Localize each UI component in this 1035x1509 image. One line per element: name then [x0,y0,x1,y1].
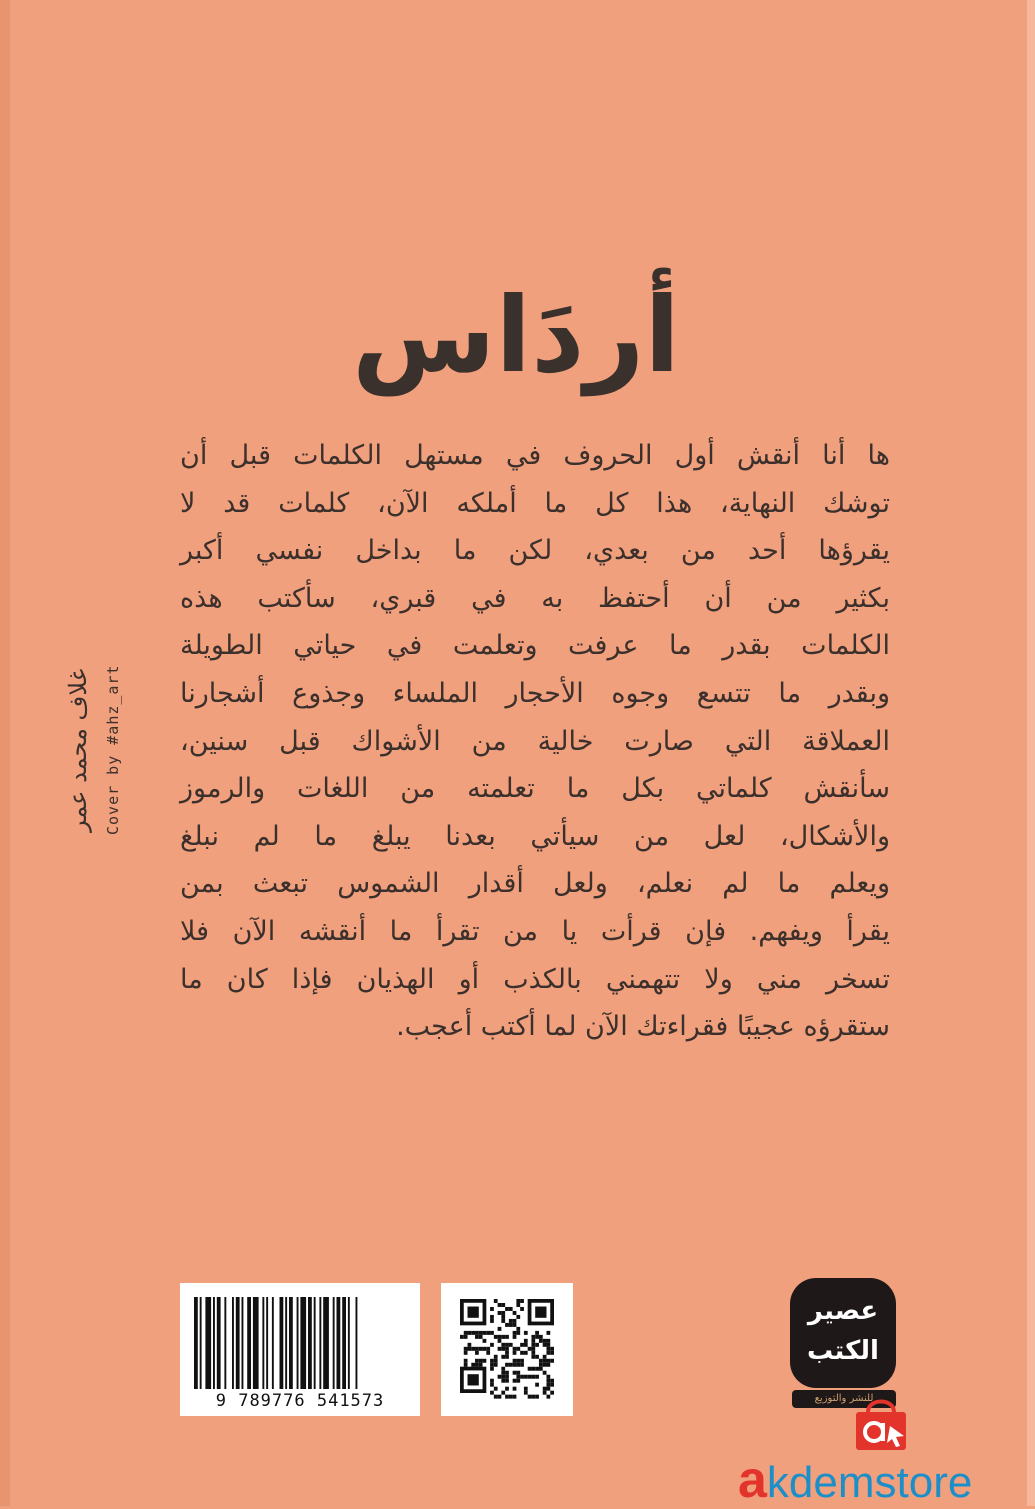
book-title-block [351,270,680,400]
qr-code-icon [460,1299,554,1399]
isbn-barcode [180,1283,420,1416]
store-watermark [738,1451,1035,1509]
publisher-name-line2: الكتب [807,1336,879,1366]
blurb-line: الكلمات بقدر ما عرفت وتعلمت في حياتي الطويلة [180,630,890,662]
store-name-rest: kdemstore [766,1458,973,1507]
cover-credit-text: Cover by #ahz_art [104,664,122,836]
blurb-line: سأنقش كلماتي بكل ما تعلمته من اللغات والرموز [180,773,890,805]
shopping-bag-icon [850,1392,912,1452]
blurb [180,432,890,1051]
publisher-name-line1: عصير [807,1296,879,1326]
blurb-line: يقرؤها أحد من بعدي، لكن ما بداخل نفسي أكبر [180,535,890,567]
book-title-latin: ARDAS [428,228,446,292]
qr-code [441,1283,573,1416]
book-title: أردَاس [351,274,680,396]
isbn-number: 9 789776 541573 [215,1391,385,1411]
publisher-logo [790,1278,896,1388]
blurb-line: والأشكال، لعل من سيأتي بعدنا يبلغ ما لم نبلغ [180,820,890,852]
blurb-line: ستقرؤه عجيبًا فقراءتك الآن لما أكتب أعجب. [396,1011,890,1043]
publisher-tagline: للنشر والتوزيع [792,1390,896,1408]
blurb-line: العملاقة التي صارت خالية من الأشواك قبل سنين، [180,725,890,757]
store-accent-letter: a [738,1451,767,1509]
blurb-line: ويعلم ما لم نعلم، ولعل أقدار الشموس تبعث بمن [180,868,890,900]
blurb-line: يقرأ ويفهم. فإن قرأت يا من تقرأ ما أنقشه الآن فلا [180,915,890,947]
blurb-line: بكثير من أن أحتفظ به في قبري، سأكتب هذه [180,582,890,614]
blurb-line: توشك النهاية، هذا كل ما أملكه الآن، كلمات قد لا [180,487,890,519]
blurb-line: وبقدر ما تتسع وجوه الأحجار الملساء وجذوع أشجارنا [180,677,890,709]
barcode-bars [194,1297,406,1389]
cover-right-edge [1027,0,1035,1506]
blurb-line: ها أنا أنقش أول الحروف في مستهل الكلمات قبل أن [180,440,890,471]
cover-left-edge [0,0,10,1506]
blurb-line: تسخر مني ولا تتهمني بالكذب أو الهذيان فإذا كان ما [180,963,890,995]
cover-credit [62,625,132,875]
designer-signature: غلاف محمد عمر [64,668,92,832]
